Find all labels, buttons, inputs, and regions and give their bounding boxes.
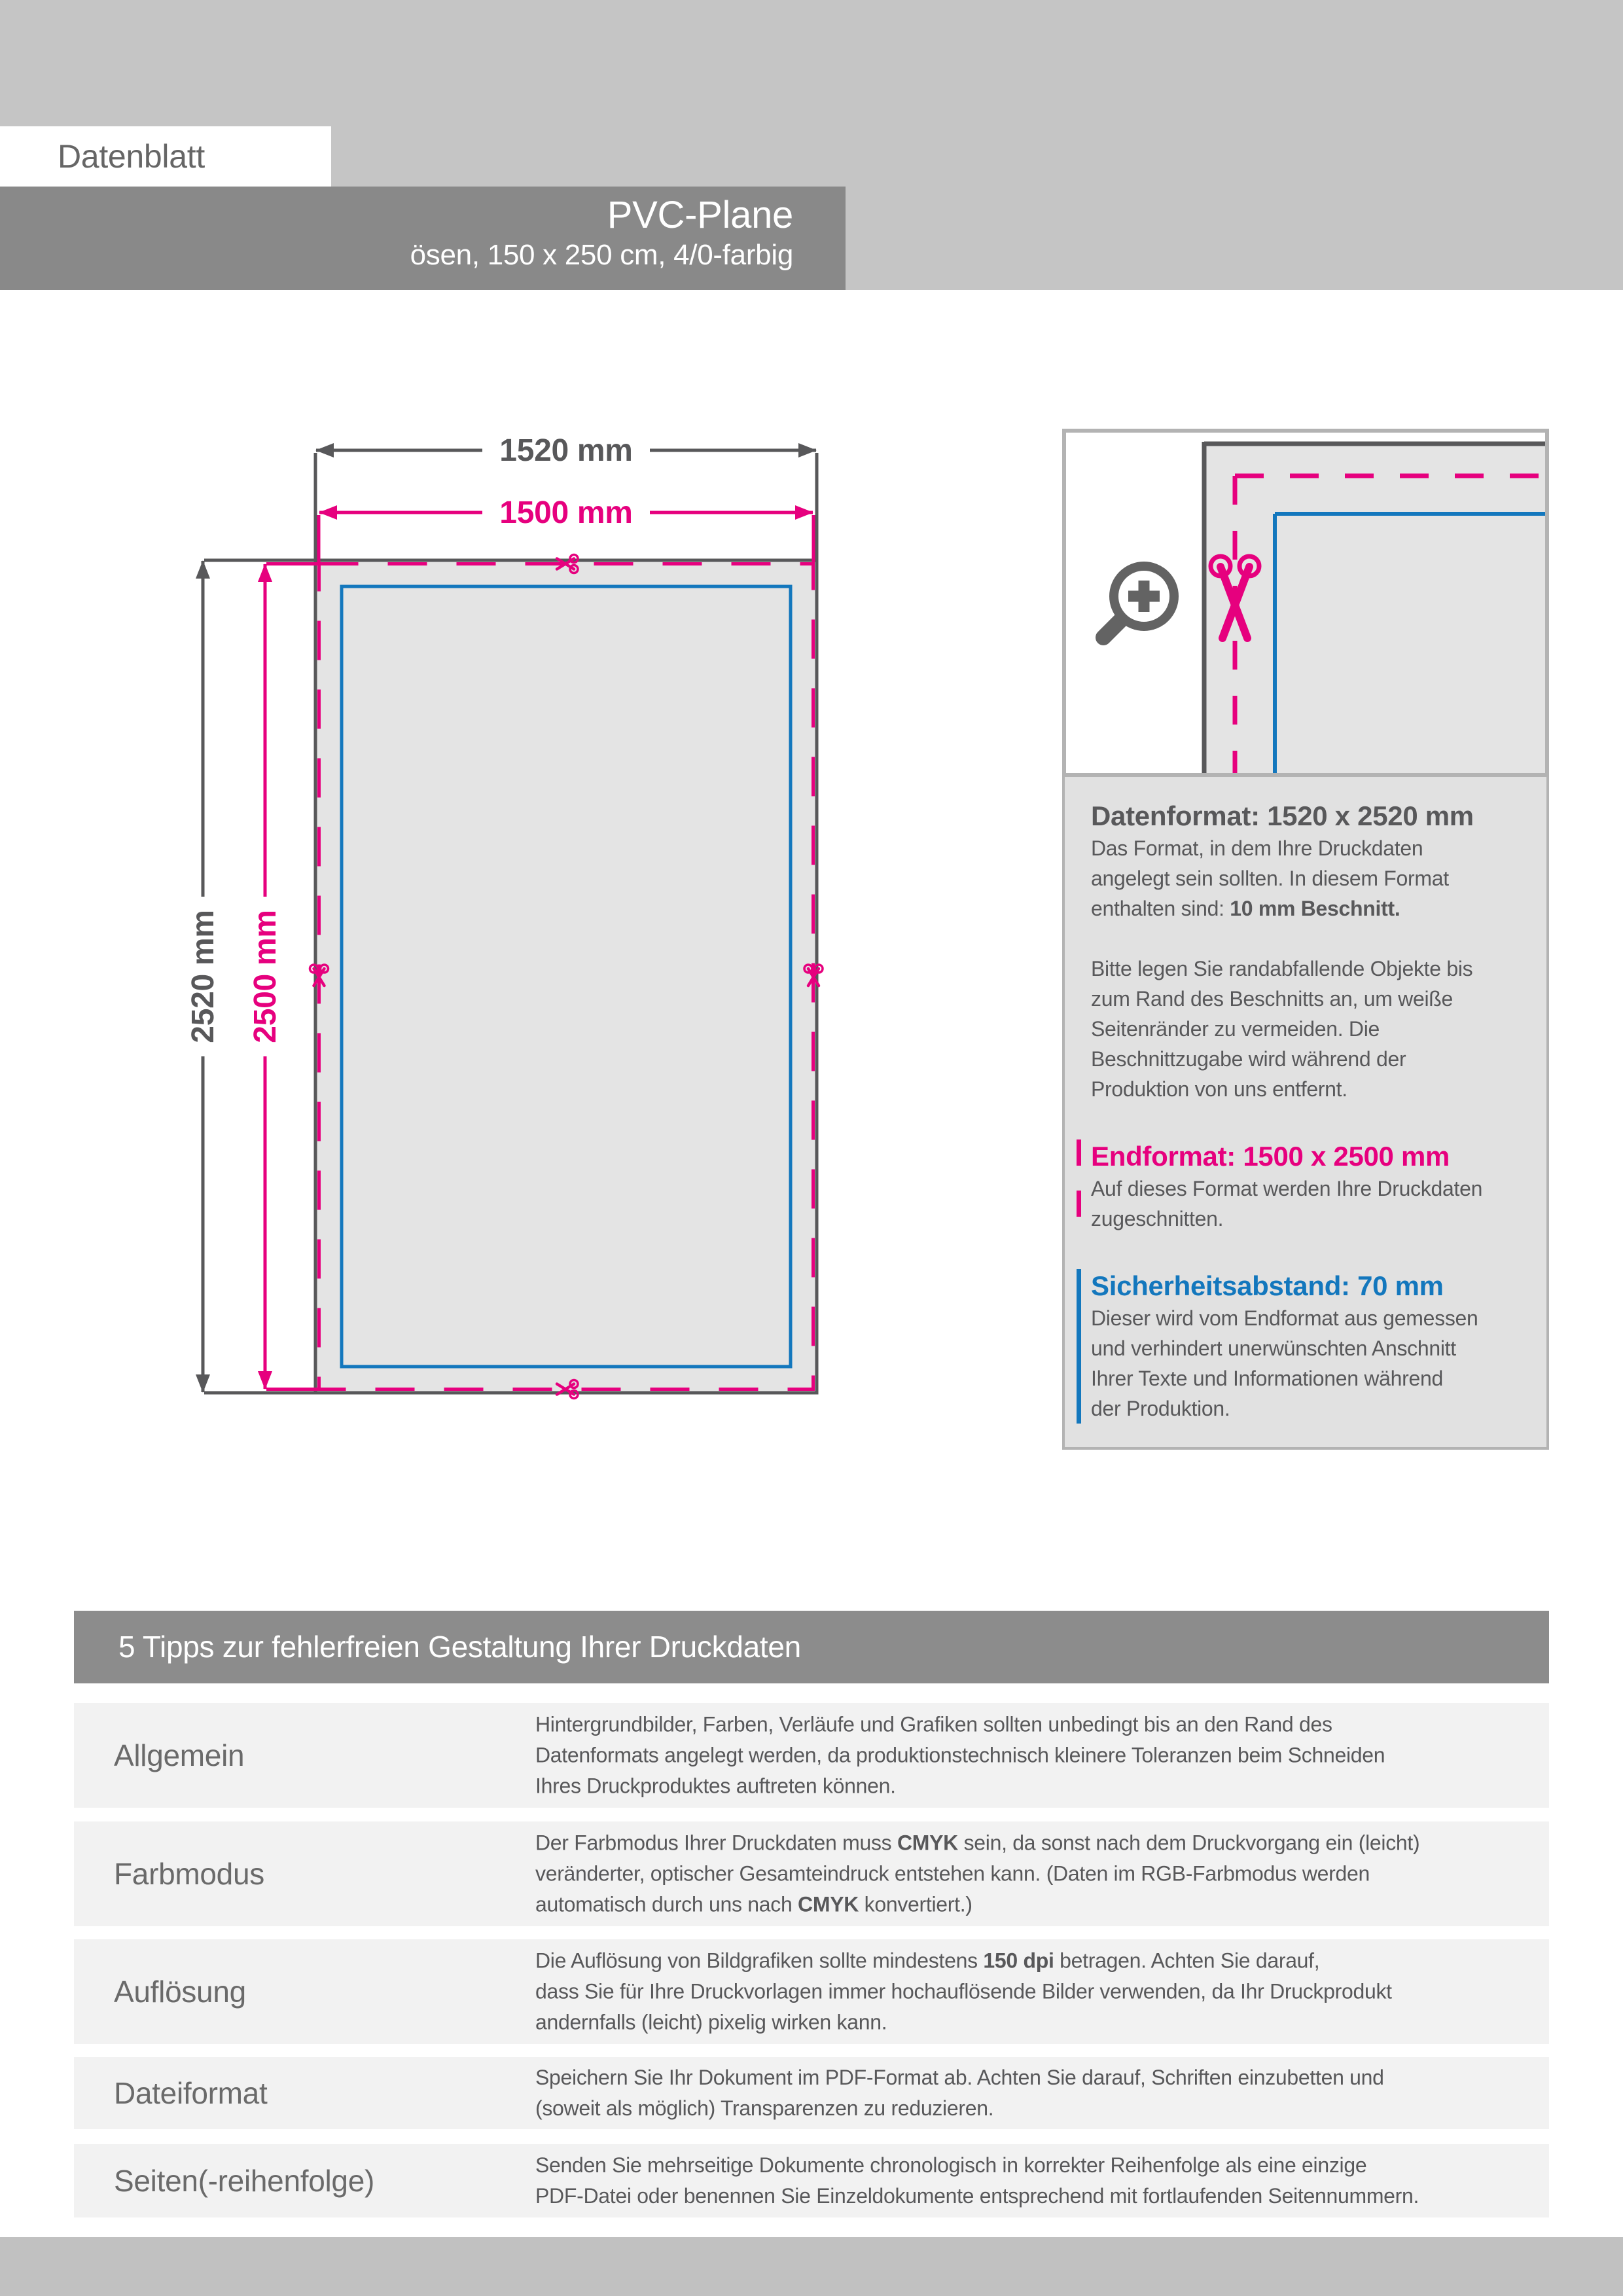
text-line [535,1977,1392,2007]
endformat-cut-bar [1077,1139,1081,1234]
text-segment: Das Format, in dem Ihre Druckdaten [1091,836,1423,860]
text-line [535,2181,1419,2212]
arrow-right-icon [795,505,813,520]
text-line [1091,1333,1478,1363]
tip-row-allgemein [74,1703,1549,1808]
format-diagram [157,419,870,1440]
tip-label: Farbmodus [114,1857,264,1891]
text-segment: angelegt sein sollten. In diesem Format [1091,867,1449,890]
text-segment: Senden Sie mehrseitige Dokumente chronologisch in korrekter Reihenfolge als eine einzige [535,2153,1367,2177]
text-line [535,1859,1419,1890]
text-segment: konvertiert.) [859,1892,972,1916]
text-segment: CMYK [897,1831,958,1855]
datenformat-height-label: 2520 mm [186,910,221,1043]
text-line [535,1740,1385,1771]
sicherheitsabstand-body [1091,1303,1478,1424]
arrow-up-icon [196,560,210,579]
product-name: PVC-Plane [607,194,793,236]
text-segment: und verhindert unerwünschten Anschnitt [1091,1336,1456,1360]
text-line [1091,893,1533,924]
tip-row-seitenreihenfolge [74,2144,1549,2217]
tip-row-dateiformat [74,2057,1549,2129]
text-segment: sein, da sonst nach dem Druckvorgang ein (leicht) [957,1831,1420,1855]
tip-body [535,2150,1419,2212]
datenformat-body [1091,833,1533,924]
arrow-up-icon [258,564,272,582]
text-segment: automatisch durch uns nach [535,1892,798,1916]
text-line [535,1890,1419,1920]
text-segment: Dieser wird vom Endformat aus gemessen [1091,1306,1478,1330]
datenformat-note [1091,954,1533,1104]
text-line [535,2007,1392,2038]
tip-row-farbmodus [74,1821,1549,1926]
text-line [1091,863,1533,893]
text-line [1091,1074,1533,1104]
text-segment: 10 mm Beschnitt. [1230,897,1400,920]
tips-heading-bar [74,1611,1549,1683]
text-segment: Datenformats angelegt werden, da produktionstechnisch kleinere Toleranzen beim Schneiden [535,1743,1385,1767]
text-segment: der Produktion. [1091,1397,1230,1420]
tip-body [535,1828,1419,1920]
text-line [1091,1204,1482,1234]
zoom-detail-illustration [1066,433,1545,773]
text-segment: Ihres Druckproduktes auftreten können. [535,1774,896,1798]
text-segment: CMYK [798,1892,859,1916]
safety-bar [1077,1269,1081,1424]
tip-label: Auflösung [114,1975,246,2009]
text-segment: PDF-Datei oder benennen Sie Einzeldokumente entsprechend mit fortlaufenden Seitennummern. [535,2184,1419,2208]
text-segment: Seitenränder zu vermeiden. Die [1091,1017,1380,1041]
datenformat-rect [315,560,817,1393]
magnifier-icon [1103,566,1174,637]
text-line [535,1710,1385,1740]
endformat-heading: Endformat: 1500 x 2500 mm [1091,1141,1450,1172]
product-band [0,187,846,290]
endformat-width-label: 1500 mm [499,495,633,530]
text-segment: andernfalls (leicht) pixelig wirken kann. [535,2010,887,2034]
text-line [1091,1363,1478,1393]
text-line [1091,984,1533,1014]
endformat-section [1091,1139,1533,1234]
text-segment: Der Farbmodus Ihrer Druckdaten muss [535,1831,897,1855]
text-line [1091,833,1533,863]
text-segment: enthalten sind: [1091,897,1230,920]
text-segment: Beschnittzugabe wird während der [1091,1047,1406,1071]
text-segment: zum Rand des Beschnitts an, um weiße [1091,987,1454,1011]
text-segment: zugeschnitten. [1091,1207,1224,1230]
text-segment: 150 dpi [983,1948,1054,1973]
text-line [535,2062,1384,2093]
text-line [1091,1303,1478,1333]
text-line [535,2093,1384,2124]
tips-heading: 5 Tipps zur fehlerfreien Gestaltung Ihrer Druckdaten [118,1630,801,1664]
sicherheitsabstand-section [1091,1269,1533,1424]
endformat-height-label: 2500 mm [248,910,283,1043]
sheet-title-box [0,126,331,187]
arrow-down-icon [258,1371,272,1390]
sicherheitsabstand-heading: Sicherheitsabstand: 70 mm [1091,1270,1444,1301]
arrow-left-icon [315,443,334,457]
sheet-corner-fill [1206,446,1545,773]
text-line [535,2150,1419,2181]
product-variant: ösen, 150 x 250 cm, 4/0-farbig [410,239,793,271]
text-line [1091,1014,1533,1044]
text-segment: Ihrer Texte und Informationen während [1091,1367,1443,1390]
text-segment: Hintergrundbilder, Farben, Verläufe und Grafiken sollten unbedingt bis an den Rand des [535,1712,1332,1736]
text-segment: dass Sie für Ihre Druckvorlagen immer hochauflösende Bilder verwenden, da Ihr Druckprodukt [535,1979,1392,2003]
footer-band [0,2237,1623,2296]
sheet-title: Datenblatt [58,138,205,175]
text-segment: Auf dieses Format werden Ihre Druckdaten [1091,1177,1483,1200]
tip-body [535,1946,1392,2038]
tip-body [535,2062,1384,2124]
tip-body [535,1710,1385,1802]
arrow-down-icon [196,1374,210,1393]
text-line [1091,1174,1482,1204]
tip-row-aufloesung [74,1939,1549,2044]
tip-label: Allgemein [114,1738,245,1772]
datenformat-heading: Datenformat: 1520 x 2520 mm [1091,800,1474,831]
text-segment: veränderter, optischer Gesamteindruck entstehen kann. (Daten im RGB-Farbmodus werden [535,1861,1370,1886]
text-line [535,1946,1392,1977]
text-line [535,1771,1385,1802]
text-line [1091,1044,1533,1074]
zoom-detail-box [1062,429,1549,777]
text-segment: Die Auflösung von Bildgrafiken sollte mindestens [535,1948,984,1973]
text-segment: Bitte legen Sie randabfallende Objekte bis [1091,957,1473,980]
text-line [1091,954,1533,984]
arrow-left-icon [319,505,337,520]
tip-label: Seiten(-reihenfolge) [114,2164,375,2198]
text-segment: betragen. Achten Sie darauf, [1054,1948,1320,1973]
arrow-right-icon [798,443,817,457]
text-segment: Produktion von uns entfernt. [1091,1077,1347,1101]
text-line [535,1828,1419,1859]
format-info-panel [1062,777,1549,1450]
tip-label: Dateiformat [114,2076,268,2110]
text-segment: Speichern Sie Ihr Dokument im PDF-Format ab. Achten Sie darauf, Schriften einzubetten und [535,2066,1384,2089]
endformat-body [1091,1174,1482,1234]
text-segment: (soweit als möglich) Transparenzen zu reduzieren. [535,2096,994,2120]
text-line [1091,1393,1478,1424]
datenformat-width-label: 1520 mm [499,433,633,468]
